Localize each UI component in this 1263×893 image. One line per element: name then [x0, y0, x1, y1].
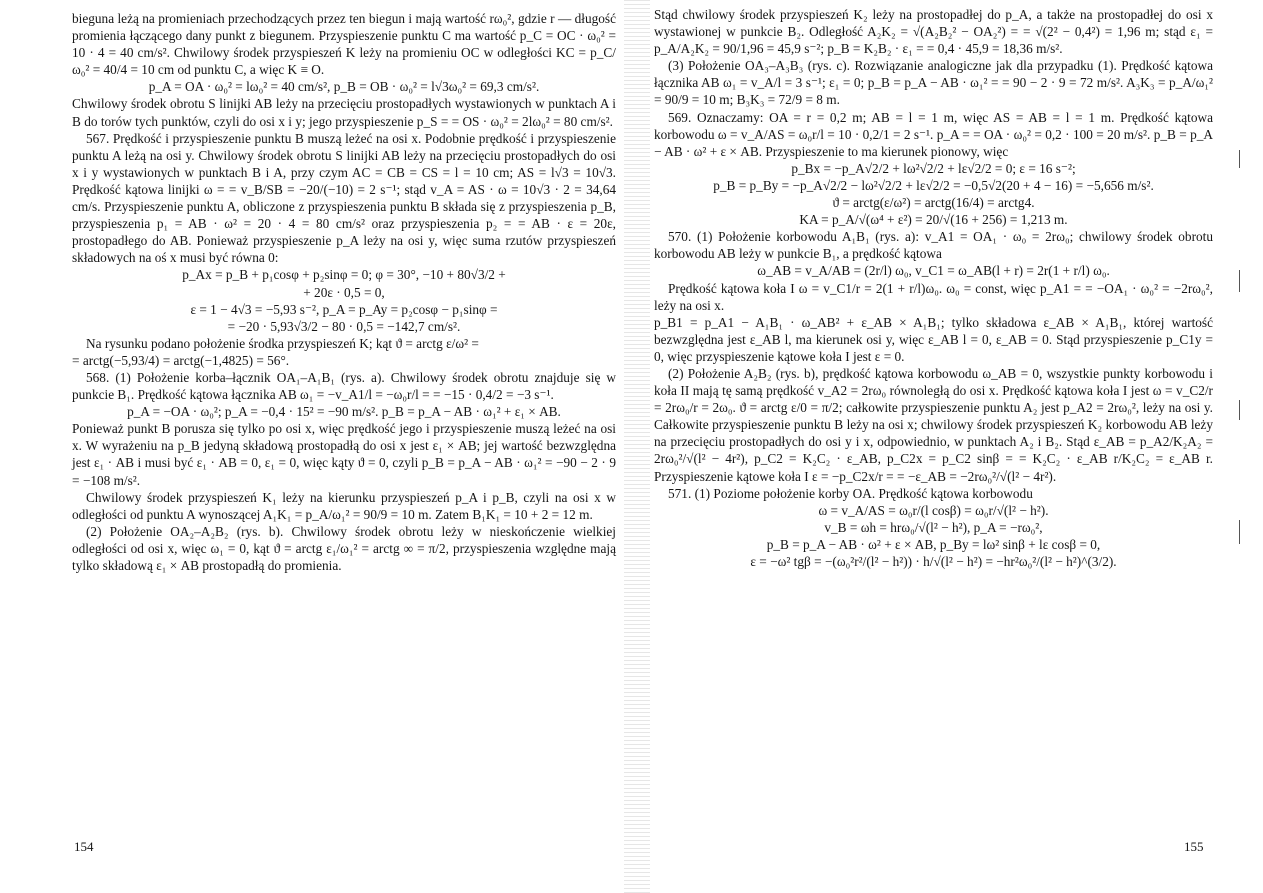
- scan-mark: [1239, 150, 1240, 168]
- left-page-text: [72, 10, 616, 574]
- equation: + 20ε · 0,5 = 0,: [303, 284, 385, 300]
- scan-mark: [1239, 270, 1240, 292]
- paragraph: Ponieważ punkt B porusza się tylko po osi x, więc prędkość jego i przyspieszenie muszą leżeć na osi x. W wyrażeniu na p_B jedyną składową prostopadłą do osi x jest ε₁ × AB; jej wartość bezwzględna jest ε₁ · AB i musi być ε₁ · AB = 0, ε₁ = 0, więc kąty ϑ = 0, czyli p_B = p_A − AB · ω₁² = −90 − 2 · 9 = −108 m/s².: [72, 421, 616, 488]
- equation: ω = v_A/AS = ω₀r/(l cosβ) = ω₀r/√(l² − h²).: [818, 502, 1049, 518]
- equation: p_Ax = p_B + p₁cosφ + p₂sinφ = 0; φ = 30°, −10 + 80√3/2 +: [182, 267, 506, 283]
- problem-568: 568. (1) Położenie korba–łącznik OA₁–A₁B₁ (rys. a). Chwilowy środek obrotu znajduje się w punkcie B₁. Prędkość kątowa łącznika AB ω₁ = −v_A1/l = −ω₀r/l = = −15 · 0,4/2 = −3 s⁻¹.: [72, 369, 616, 403]
- paragraph: Stąd chwilowy środek przyspieszeń K₂ leży na prostopadłej do p_A, a także na prostopadłej do osi x wystawionej w punkcie B₂. Odległość A₂K₂ = √(A₂B₂² − OA₂²) = = √(2² − 0,4²) = 1,96 m; stąd ε₁ = p_A/A₂K₂ = 90/1,96 = 45,9 s⁻²; p_B = K₂B₂ · ε₁ = = 0,4 · 45,9 = 18,36 m/s².: [654, 7, 1213, 57]
- paragraph: p_B1 = p_A1 − A₁B₁ · ω_AB² + ε_AB × A₁B₁; tylko składowa ε_AB × A₁B₁, której wartość bezwzględna jest ε_AB l, ma kierunek osi y, więc ε_AB l = 0, ε_AB = 0. Stąd przyspieszenie p_C1y = 0, więc przyspieszenie kątowe koła I jest ε = 0.: [654, 314, 1213, 364]
- equation: p_Bx = −p_A√2/2 + lω²√2/2 + lε√2/2 = 0; ε = 16 s⁻²;: [791, 160, 1076, 176]
- equation: ε = −ω² tgβ = −(ω₀²r²/(l² − h²)) · h/√(l² − h²) = −hr²ω₀²/(l² − h²)^(3/2).: [750, 554, 1117, 569]
- problem-570: 570. (1) Położenie korbowodu A₁B₁ (rys. a): v_A1 = OA₁ · ω₀ = 2rω₀; chwilowy środek obrotu korbowodu AB leży w punkcie B₁, a prędkość kątowa: [654, 229, 1213, 262]
- right-page-text: [654, 6, 1213, 570]
- equation: ω_AB = v_A/AB = (2r/l) ω₀, v_C1 = ω_AB(l + r) = 2r(1 + r/l) ω₀.: [757, 263, 1110, 279]
- problem-567: 567. Prędkość i przyspieszenie punktu B muszą leżeć na osi x. Podobnie prędkość i przyspieszenie punktu A leżą na osi y. Chwilowy środek obrotu S linijki AB leży na przecięciu prostopadłych do osi x i y wystawionych w punktach B i A, przy czym AC = CB = CS = l = 10 cm; AS = l√3 = 10√3. Prędkość kątowa linijki ω = = v_B/SB = −20/(−10) = 2 s⁻¹; stąd v_A = AS · ω = 10√3 · 2 = 34,64 cm/s. Przyspieszenie punktu A, obliczone z przyspieszenia punktu B składa się z przyspieszenia p_B, przyspieszenia p₁ = AB · ω² = 20 · 4 = 80 cm/s² oraz przyspieszenia p₂ = = AB · ε = 20ε, prostopadłego do AB. Ponieważ przyspieszenie p_A leży na osi y, więc suma rzutów przyspieszeń składowych na oś x musi być równa 0:: [72, 130, 616, 266]
- equation: ε = 1 − 4√3 = −5,93 s⁻², p_A = p_Ay = p₂cosφ − p₁sinφ =: [190, 301, 498, 317]
- page-number-left: 154: [74, 839, 94, 854]
- scan-edge-marks: [1235, 150, 1245, 570]
- paragraph: (3) Położenie OA₃–A₃B₃ (rys. c). Rozwiązanie analogiczne jak dla przypadku (1). Prędkość kątowa łącznika AB ω₁ = v_A/l = 3 s⁻¹; ε₁ = 0; p_B = p_A − AB · ω₁² = = 90 − 2 · 9 = 72 m/s². A₃K₃ = p_A/ω₁² = 90/9 = 10 m; B₃K₃ = 72/9 = 8 m.: [654, 58, 1213, 108]
- right-page: [632, 0, 1263, 893]
- paragraph: (2) Położenie A₂B₂ (rys. b), prędkość kątowa korbowodu ω_AB = 0, wszystkie punkty korbowodu i koła II mają tę samą prędkość v_A2 = 2rω₀ równoległą do osi x. Prędkość kątowa koła I jest ω = v_C2/r = 2rω₀/r = 2ω₀. ϑ = arctg ε/0 = π/2; całkowite przyspieszenie punktu A₂ jest p_A2 = 2rω₀², leży na osi y. Całkowite przyspieszenie punktu B leży na osi x; chwilowy środek przyspieszeń K₂ korbowodu AB leży na przecięciu prostopadłych do osi y i x, odpowiednio, w punktach A₂ i B₂. Stąd ε_AB = p_A2/K₂A₂ = 2rω₀²/√(l² − 4r²), p_C2 = K₂C₂ · ε_AB, p_C2x = p_C2 sinβ = = K₂C₂ · ε_AB r/K₂C₂ = ε_AB r. Przyspieszenie kątowe koła I ε = −p_C2x/r = = −ε_AB = −2rω₀²/√(l² − 4r²).: [654, 365, 1213, 484]
- paragraph: (2) Położenie OA₂–A₂B₂ (rys. b). Chwilowy środek obrotu leży w nieskończenie wielkiej odległości od osi x, więc ω₁ = 0, kąt ϑ = arctg ε₁/ω₁² = arctg ∞ = π/2, przyspieszenia względne mają tylko składową ε₁ × AB prostopadłą do promienia.: [72, 523, 616, 573]
- paragraph: Chwilowy środek obrotu S linijki AB leży na przecięciu prostopadłych wystawionych w punktach A i B do torów tych punktów, czyli do osi x i y; jego przyspieszenie p_S = = OS · ω₀² = 2lω₀² = 80 cm/s².: [72, 96, 616, 129]
- scan-mark: [1239, 520, 1240, 544]
- equation: p_B = p_A − AB · ω² + ε × AB, p_By = lω² sinβ + lε cosβ = 0,: [766, 536, 1101, 552]
- scan-mark: [1239, 400, 1240, 420]
- equation: p_A = −OA · ω₀²; p_A = −0,4 · 15² = −90 m/s². p_B = p_A − AB · ω₁² + ε₁ × AB.: [127, 404, 561, 420]
- paragraph: Chwilowy środek przyspieszeń K₁ leży na kierunku przyspieszeń p_A i p_B, czyli na osi x w odległości od punktu A wynoszącej A₁K₁ = p_A/ω₁² = 90/9 = 10 m. Zatem B₁K₁ = 10 + 2 = 12 m.: [72, 489, 616, 522]
- equation: = arctg(−5,93/4) = arctg(−1,4825) = 56°.: [72, 352, 290, 368]
- equation: = −20 · 5,93√3/2 − 80 · 0,5 = −142,7 cm/s².: [227, 318, 461, 334]
- equation: KA = p_A/√(ω⁴ + ε²) = 20/√(16 + 256) = 1,213 m.: [799, 212, 1068, 228]
- page-number-right: 155: [1184, 839, 1204, 854]
- paragraph: bieguna leżą na promieniach przechodzących przez ten biegun i mają wartość rω₀², gdzie r — długość promienia łączącego dany punkt z biegunem. Przyspieszenie punktu C ma wartość p_C = OC · ω₀² = 10 · 4 = 40 cm/s². Chwilowy środek przyspieszeń K leży na promieniu OC w odległości KC = p_C/ω₀² = 40/4 = 10 cm od punktu C, a więc K ≡ O.: [72, 11, 616, 78]
- equation: p_A = OA · ω₀² = lω₀² = 40 cm/s², p_B = OB · ω₀² = l√3ω₀² = 69,3 cm/s².: [148, 79, 540, 95]
- paragraph: Prędkość kątowa koła I ω = v_C1/r = 2(1 + r/l)ω₀. ω₀ = const, więc p_A1 = = −OA₁ · ω₀² = −2rω₀², leży na osi x.: [654, 280, 1213, 313]
- equation: v_B = ωh = hrω₀/√(l² − h²), p_A = −rω₀²,: [824, 519, 1043, 535]
- equation: p_B = p_By = −p_A√2/2 − lω²√2/2 + lε√2/2 = −0,5√2(20 + 4 − 16) = −5,656 m/s².: [713, 177, 1154, 193]
- problem-569: 569. Oznaczamy: OA = r = 0,2 m; AB = l = 1 m, więc AS = AB = l = 1 m. Prędkość kątowa korbowodu ω = v_A/AS = ω₀r/l = 10 · 0,2/1 = 2 s⁻¹. p_A = = OA · ω₀² = 0,2 · 100 = 20 m/s². p_B = p_A − AB · ω² + ε × AB. Przyspieszenie to ma kierunek pionowy, więc: [654, 109, 1213, 159]
- equation: ϑ = arctg(ε/ω²) = arctg(16/4) = arctg4.: [832, 195, 1035, 211]
- problem-571: 571. (1) Poziome położenie korby OA. Prędkość kątowa korbowodu: [668, 485, 1033, 501]
- paragraph: Na rysunku podano położenie środka przyspieszeń K; kąt ϑ = arctg ε/ω² =: [86, 335, 479, 351]
